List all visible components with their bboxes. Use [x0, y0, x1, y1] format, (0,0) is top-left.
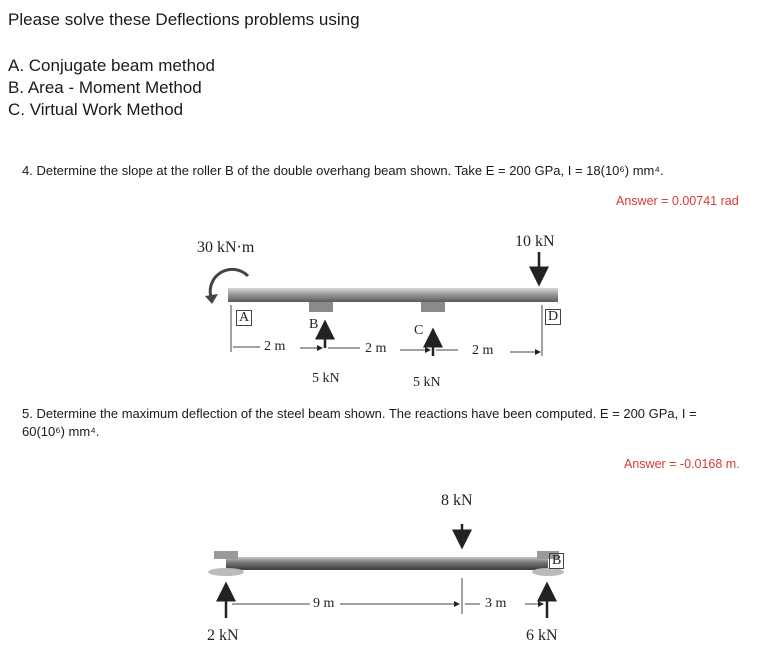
point-b-5-label: B — [549, 553, 564, 569]
reaction-b-label: 5 kN — [312, 371, 340, 386]
intro-heading: Please solve these Deflections problems using — [8, 10, 360, 29]
span-bc-label: 2 m — [365, 341, 387, 356]
point-a-label: A — [236, 310, 252, 326]
support-left-base — [208, 568, 244, 576]
problem4-answer: Answer = 0.00741 rad — [616, 194, 739, 208]
problem5-answer: Answer = -0.0168 m. — [624, 457, 740, 471]
moment-label: 30 kN·m — [197, 239, 255, 256]
load-label-5: 8 kN — [441, 492, 473, 509]
reaction-right-label: 6 kN — [526, 627, 558, 644]
beam-5-body — [226, 557, 548, 570]
span-cd-label: 2 m — [472, 343, 494, 358]
span-left-label: 9 m — [313, 596, 335, 611]
method-a: A. Conjugate beam method — [8, 56, 215, 75]
problem5-beam — [208, 524, 564, 618]
point-c-label: C — [414, 323, 424, 338]
problem5-text-line2: 60(10⁶) mm⁴. — [22, 424, 100, 439]
reaction-c-label: 5 kN — [413, 375, 441, 390]
support-b — [309, 302, 333, 312]
support-left — [214, 551, 238, 559]
method-b: B. Area - Moment Method — [8, 78, 202, 97]
beam-4-body — [228, 288, 558, 302]
point-d-label: D — [545, 309, 561, 325]
problem5-text-line1: 5. Determine the maximum deflection of the steel beam shown. The reactions have been computed. E = 200 GPa, I = — [22, 406, 697, 421]
point-b-label: B — [309, 317, 319, 332]
span-ab-label: 2 m — [264, 339, 286, 354]
load-label-4: 10 kN — [515, 233, 555, 250]
method-c: C. Virtual Work Method — [8, 100, 184, 119]
reaction-left-label: 2 kN — [207, 627, 239, 644]
support-right-base — [532, 568, 564, 576]
span-right-label: 3 m — [485, 596, 507, 611]
problem4-text: 4. Determine the slope at the roller B of the double overhang beam shown. Take E = 200 GPa, I = 18(10⁶) mm⁴. — [22, 163, 664, 178]
support-c — [421, 302, 445, 312]
